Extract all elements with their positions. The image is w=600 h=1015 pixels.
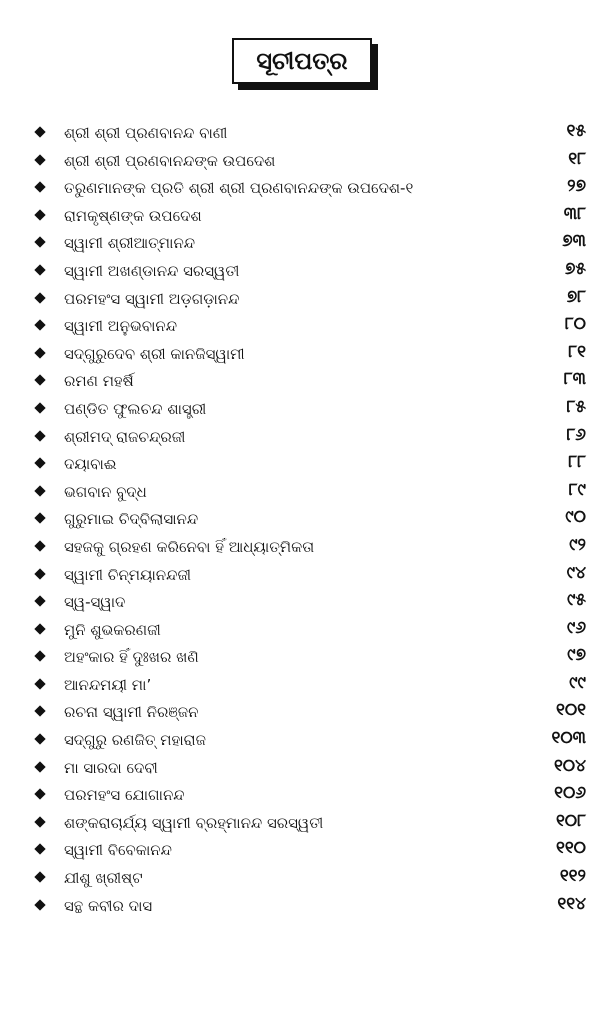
diamond-bullet-icon	[34, 347, 45, 358]
diamond-bullet-icon	[34, 540, 45, 551]
toc-entry	[0, 699, 600, 727]
toc-entry	[0, 258, 600, 286]
toc-entry-title: ଶ୍ରୀମଦ୍ ରାଜଚନ୍ଦ୍ରଜୀ	[64, 427, 186, 446]
toc-entry	[0, 479, 600, 507]
diamond-bullet-icon	[34, 678, 45, 689]
toc-entry-title: ଅହଂକାର ହିଁ ଦୁଃଖର ଖଣି	[64, 648, 199, 667]
toc-entry-title: ଯୀଶୁ ଖ୍ରୀଷ୍ଟ	[64, 869, 143, 888]
toc-entry-title: ଶ୍ରୀ ଶ୍ରୀ ପ୍ରଣବାନନ୍ଦ ବାଣୀ	[64, 124, 228, 142]
diamond-bullet-icon	[34, 292, 45, 303]
toc-entry	[0, 755, 600, 783]
diamond-bullet-icon	[34, 789, 45, 800]
toc-entry	[0, 782, 600, 810]
toc-entry-title: ପରମହଂସ ଯୋଗାନନ୍ଦ	[64, 786, 185, 805]
toc-entry-page-number: ୭୮	[566, 286, 586, 307]
diamond-bullet-icon	[34, 375, 45, 386]
toc-entry-page-number: ୧୧୪	[557, 893, 586, 914]
diamond-bullet-icon	[34, 237, 45, 248]
toc-entry-page-number: ୧୦୮	[555, 810, 586, 831]
diamond-bullet-icon	[34, 899, 45, 910]
toc-entry-title: ଦୟାବାଈ	[64, 455, 117, 474]
diamond-bullet-icon	[34, 209, 45, 220]
toc-entry-title: ସଦ୍‌ଗୁରୁଦେବ ଶ୍ରୀ କାନଜିସ୍ୱାମୀ	[64, 344, 245, 363]
toc-entry	[0, 368, 600, 396]
diamond-bullet-icon	[34, 761, 45, 772]
diamond-bullet-icon	[34, 623, 45, 634]
toc-entry-title: ସନ୍ଥ କବୀର ଦାସ	[64, 896, 153, 915]
toc-entry-page-number: ୮୦	[564, 314, 586, 335]
toc-entry	[0, 203, 600, 231]
toc-entry	[0, 313, 600, 341]
toc-entry-page-number: ୯୯	[569, 672, 586, 693]
diamond-bullet-icon	[34, 126, 45, 137]
diamond-bullet-icon	[34, 871, 45, 882]
toc-entry	[0, 865, 600, 893]
toc-entry	[0, 148, 600, 176]
toc-entry	[0, 120, 600, 148]
toc-entry-page-number: ୭୫	[564, 258, 586, 279]
toc-entry-title: ଗୁରୁମାଇ ଚିଦ୍‌ବିଲାସାନନ୍ଦ	[64, 510, 199, 529]
diamond-bullet-icon	[34, 154, 45, 165]
toc-entry-title: ମୁନି ଶୁଭକରଣଜୀ	[64, 620, 161, 639]
toc-entry-page-number: ୧୮	[568, 148, 586, 169]
toc-entry	[0, 424, 600, 452]
toc-entry	[0, 451, 600, 479]
diamond-bullet-icon	[34, 844, 45, 855]
diamond-bullet-icon	[34, 706, 45, 717]
toc-entry-title: ସ୍ୱାମୀ ଅଖଣ୍ଡାନନ୍ଦ ସରସ୍ୱତୀ	[64, 261, 240, 280]
toc-entry-page-number: ୭୩	[562, 231, 586, 252]
toc-entry-page-number: ୮୯	[568, 479, 586, 500]
diamond-bullet-icon	[34, 402, 45, 413]
toc-entry-page-number: ୧୦୬	[554, 783, 586, 804]
toc-entry-page-number: ୯୫	[566, 590, 586, 611]
diamond-bullet-icon	[34, 457, 45, 468]
page-title: ସୂଚୀପତ୍ର	[232, 38, 372, 84]
toc-entry-title: ସ୍ୱାମୀ ଶ୍ରୀଆତ୍ମାନନ୍ଦ	[64, 234, 196, 253]
diamond-bullet-icon	[34, 485, 45, 496]
toc-entry	[0, 893, 600, 921]
toc-entry	[0, 589, 600, 617]
toc-entry-page-number: ୮୩	[563, 369, 586, 390]
toc-entry	[0, 506, 600, 534]
toc-entry	[0, 727, 600, 755]
toc-entry-title: ପଣ୍ଡିତ ଫୁଲଚନ୍ଦ ଶାସ୍ତ୍ରୀ	[64, 399, 207, 418]
toc-entry-page-number: ୯୪	[566, 562, 586, 583]
toc-entry-page-number: ୩୮	[563, 203, 586, 224]
diamond-bullet-icon	[34, 430, 45, 441]
toc-entry-title: ମା ସାରଦା ଦେବୀ	[64, 758, 158, 777]
toc-entry	[0, 837, 600, 865]
toc-entry-title: ସଦ୍‌ଗୁରୁ ରଣଜିତ୍ ମହାରାଜ	[64, 731, 206, 750]
diamond-bullet-icon	[34, 595, 45, 606]
toc-entry	[0, 534, 600, 562]
diamond-bullet-icon	[34, 568, 45, 579]
toc-entry-page-number: ୯୨	[569, 534, 586, 555]
toc-entry-title: ରାମକୃଷ୍ଣଙ୍କ ଉପଦେଶ	[64, 206, 202, 225]
toc-entry-title: ଆନନ୍ଦମୟୀ ମା’	[64, 675, 152, 694]
toc-entry-title: ସ୍ୱାମୀ ଅନୁଭବାନନ୍ଦ	[64, 317, 178, 336]
toc-entry-page-number: ୯୦	[565, 507, 586, 528]
toc-entry-title: ସହଜକୁ ଗ୍ରହଣ କରିନେବା ହିଁ ଆଧ୍ୟାତ୍ମିକତା	[64, 537, 315, 556]
diamond-bullet-icon	[34, 513, 45, 524]
toc-entry-page-number: ୮୬	[566, 424, 586, 445]
toc-entry-page-number: ୧୧୨	[559, 866, 586, 887]
toc-entry-title: ଭଗବାନ ବୁଦ୍ଧ	[64, 482, 147, 501]
heading-frame	[232, 38, 380, 92]
diamond-bullet-icon	[34, 319, 45, 330]
toc-entry-page-number: ୧୦୩	[551, 728, 586, 749]
toc-entry-page-number: ୧୧୦	[555, 838, 586, 859]
toc-entry-page-number: ୯୬	[566, 617, 586, 638]
toc-entry-page-number: ୧୫	[566, 121, 586, 141]
toc-entry-title: ସ୍ୱ-ସ୍ୱାଦ	[64, 593, 126, 612]
toc-entry	[0, 175, 600, 203]
toc-entry-title: ସ୍ୱାମୀ ଚିନ୍ମୟାନନ୍ଦଜୀ	[64, 565, 192, 584]
toc-entry-title: ରଚନା ସ୍ୱାମୀ ନିରଞ୍ଜନ	[64, 703, 199, 722]
diamond-bullet-icon	[34, 651, 45, 662]
toc-entry	[0, 672, 600, 700]
toc-entry-page-number: ୨୭	[567, 176, 586, 197]
toc-entry	[0, 810, 600, 838]
toc-entry-page-number: ୮୮	[568, 452, 586, 473]
toc-entry-title: ଶଙ୍କରାଚାର୍ଯ୍ୟ ସ୍ୱାମୀ ବ୍ରହ୍ମାନନ୍ଦ ସରସ୍ୱତୀ	[64, 813, 324, 832]
toc-entry	[0, 617, 600, 645]
toc-entry	[0, 341, 600, 369]
toc-entry-title: ରମଣ ମହର୍ଷି	[64, 372, 134, 391]
toc-entry-title: ସ୍ୱାମୀ ବିବେକାନନ୍ଦ	[64, 841, 172, 860]
toc-entry-page-number: ୮୧	[568, 341, 586, 362]
toc-entry-page-number: ୧୦୪	[553, 755, 586, 776]
toc-entry	[0, 562, 600, 590]
toc-entry	[0, 286, 600, 314]
diamond-bullet-icon	[34, 264, 45, 275]
toc-entry-title: ତରୁଣମାନଙ୍କ ପ୍ରତି ଶ୍ରୀ ଶ୍ରୀ ପ୍ରଣବାନନ୍ଦଙ୍କ ଉପଦେଶ-୧	[64, 179, 414, 198]
table-of-contents	[0, 120, 600, 920]
toc-entry-title: ପରମହଂସ ସ୍ୱାମୀ ଅଡ଼ଗଡ଼ାନନ୍ଦ	[64, 289, 240, 308]
toc-entry	[0, 230, 600, 258]
diamond-bullet-icon	[34, 182, 45, 193]
toc-entry-title: ଶ୍ରୀ ଶ୍ରୀ ପ୍ରଣବାନନ୍ଦଙ୍କ ଉପଦେଶ	[64, 151, 276, 170]
diamond-bullet-icon	[34, 733, 45, 744]
toc-entry-page-number: ୮୫	[566, 396, 586, 417]
toc-entry-page-number: ୧୦୧	[555, 700, 586, 721]
toc-entry	[0, 396, 600, 424]
toc-entry	[0, 644, 600, 672]
toc-entry-page-number: ୯୭	[567, 645, 586, 666]
diamond-bullet-icon	[34, 816, 45, 827]
